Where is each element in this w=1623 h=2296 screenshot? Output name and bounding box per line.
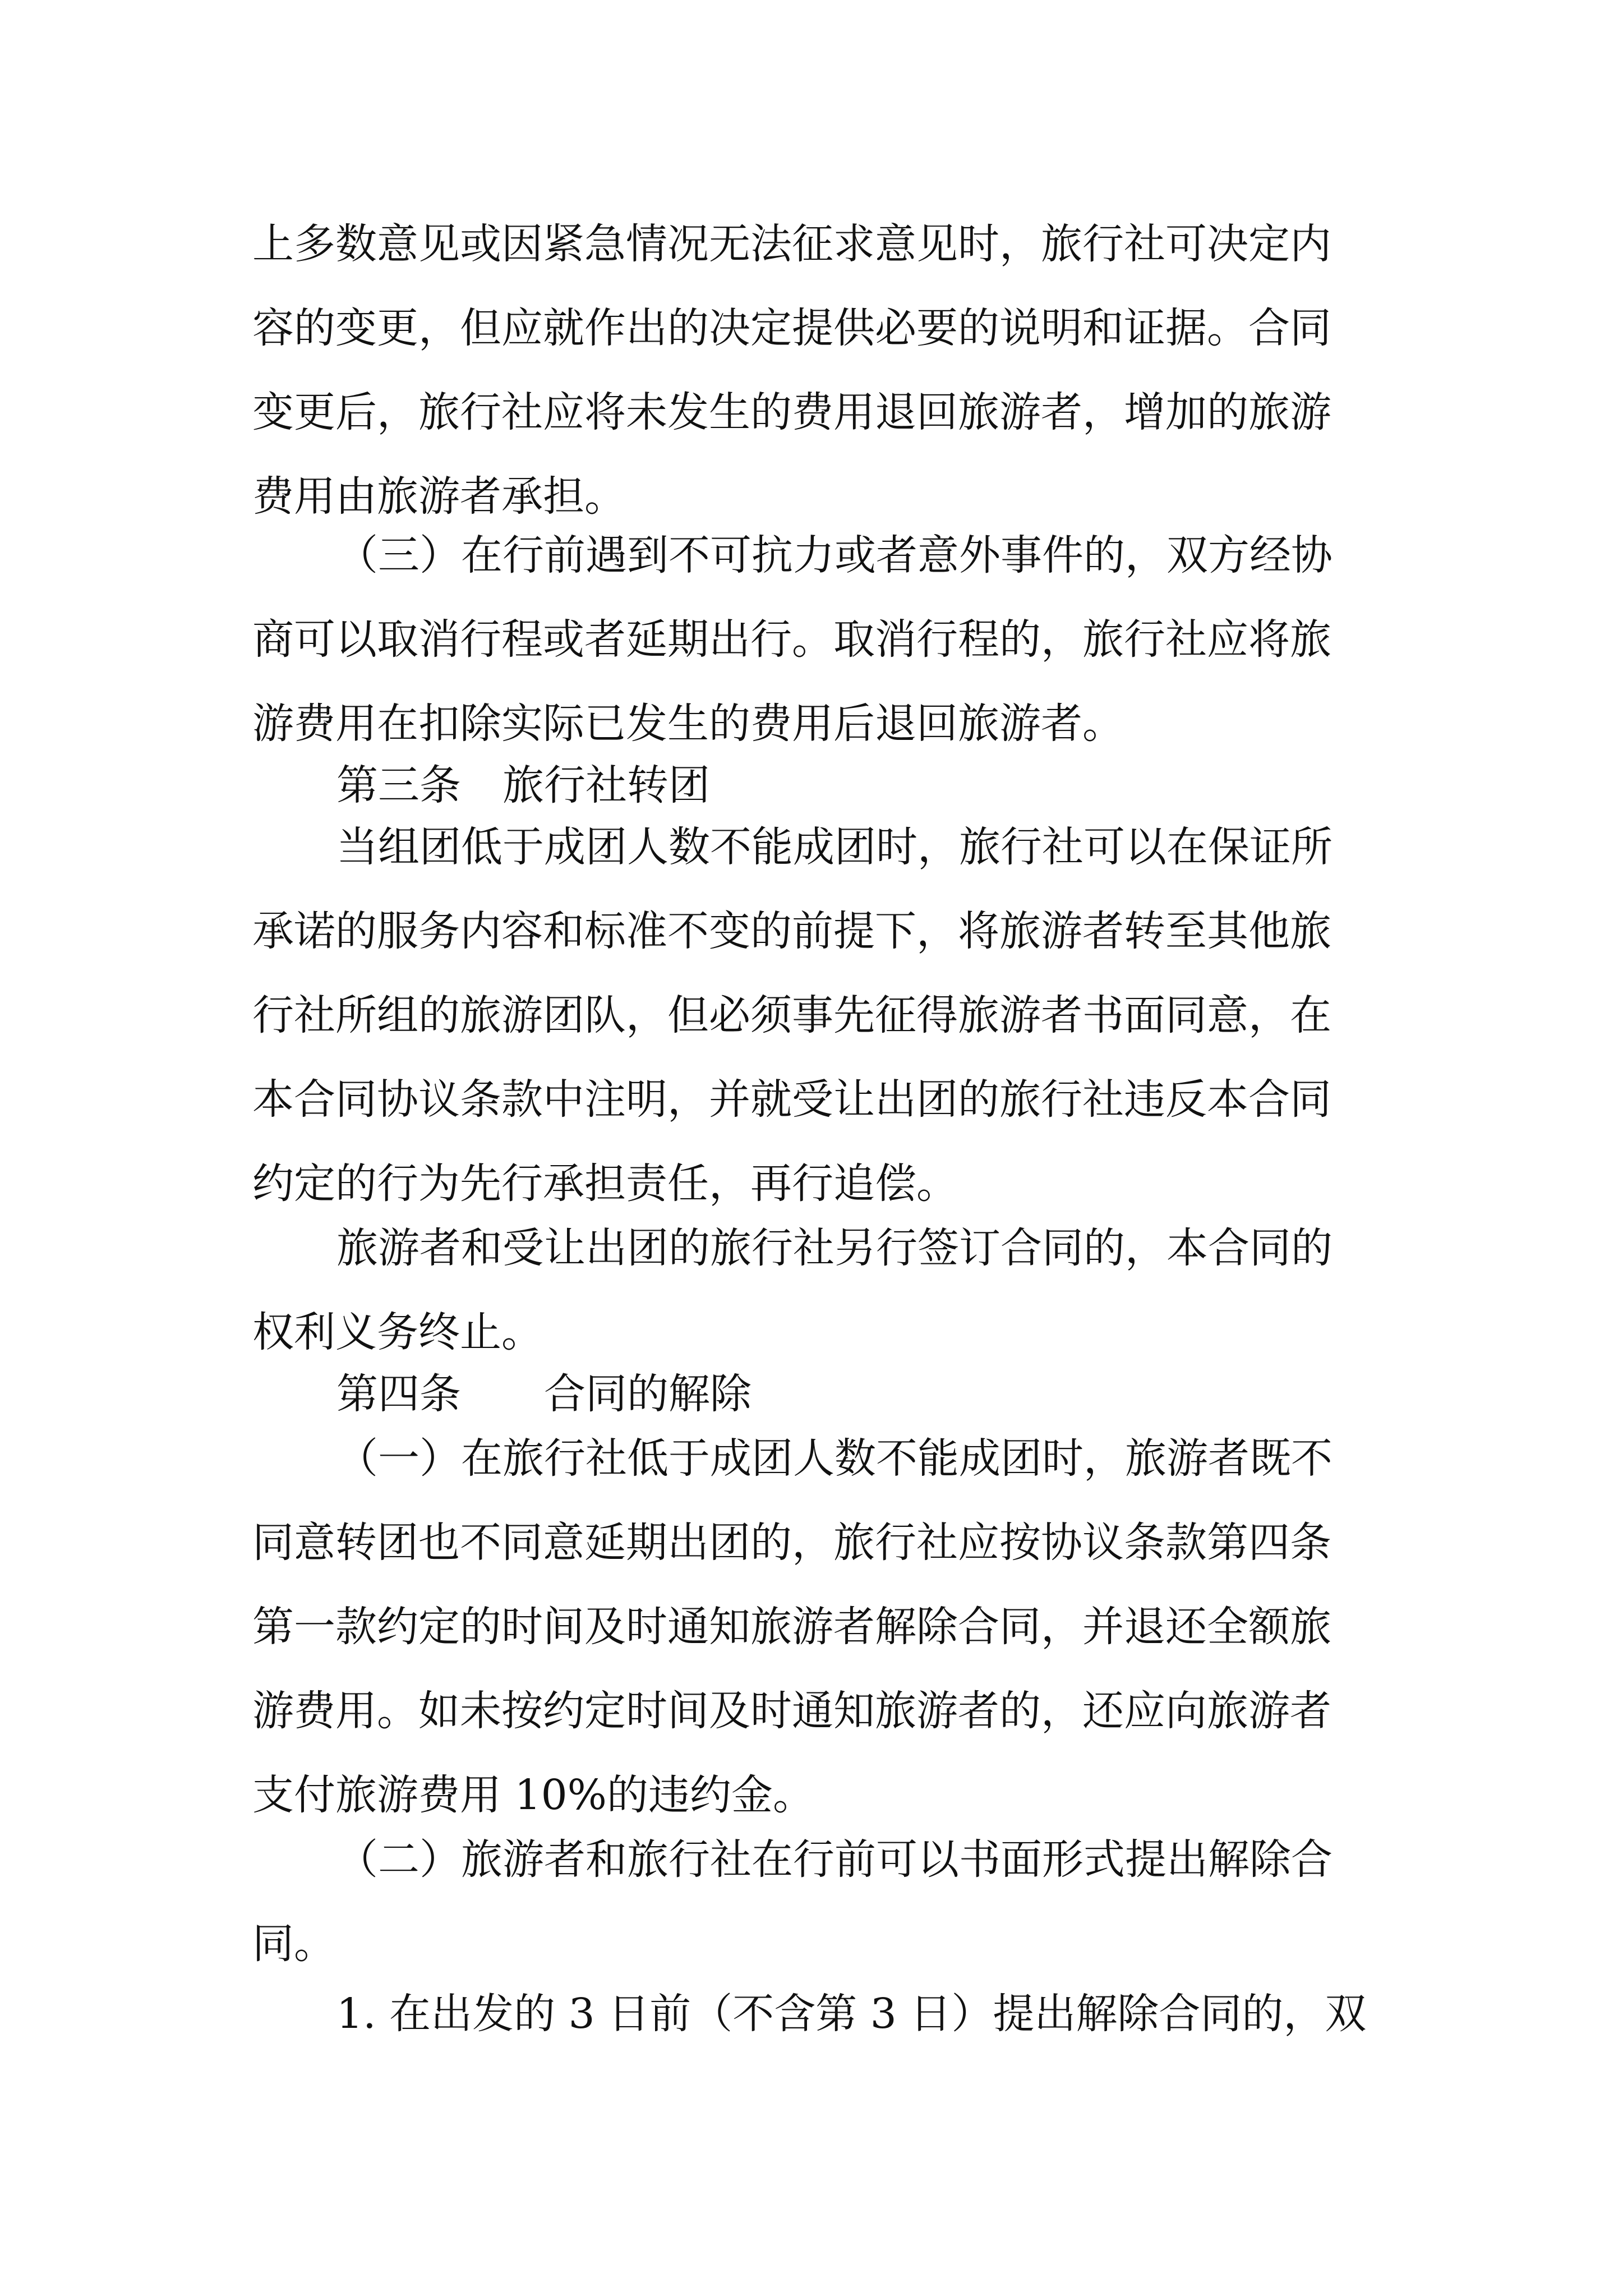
text-line: （二）旅游者和旅行社在行前可以书面形式提出解除合 (336, 1835, 1332, 1884)
text-line: 上多数意见或因紧急情况无法征求意见时，旅行社可决定内 (252, 220, 1331, 268)
text-line: 费用由旅游者承担。 (252, 472, 626, 521)
text-line: 第一款约定的时间及时通知旅游者解除合同，并退还全额旅 (252, 1603, 1331, 1651)
text-line: 本合同协议条款中注明，并就受让出团的旅行社违反本合同 (252, 1075, 1331, 1124)
text-line: 旅游者和受让出团的旅行社另行签订合同的，本合同的 (336, 1224, 1332, 1272)
text-line: 权利义务终止。 (252, 1308, 543, 1356)
text-line: 同。 (252, 1920, 335, 1968)
text-line: 容的变更，但应就作出的决定提供必要的说明和证据。合同 (252, 304, 1331, 352)
section-heading: 第三条 旅行社转团 (336, 761, 710, 809)
section-heading: 第四条 合同的解除 (336, 1370, 751, 1418)
text-line: 变更后，旅行社应将未发生的费用退回旅游者，增加的旅游 (252, 388, 1331, 436)
text-line: 当组团低于成团人数不能成团时，旅行社可以在保证所 (336, 823, 1332, 871)
text-line: （三）在行前遇到不可抗力或者意外事件的，双方经协 (336, 531, 1332, 579)
text-line: 同意转团也不同意延期出团的，旅行社应按协议条款第四条 (252, 1519, 1331, 1567)
text-line: （一）在旅行社低于成团人数不能成团时，旅游者既不 (336, 1434, 1332, 1483)
text-line: 游费用。如未按约定时间及时通知旅游者的，还应向旅游者 (252, 1687, 1331, 1735)
text-line: 承诺的服务内容和标准不变的前提下，将旅游者转至其他旅 (252, 907, 1331, 955)
text-line: 支付旅游费用 10%的违约金。 (252, 1771, 814, 1819)
text-line: 约定的行为先行承担责任，再行追偿。 (252, 1159, 958, 1208)
text-line: 游费用在扣除实际已发生的费用后退回旅游者。 (252, 700, 1124, 748)
text-line: 商可以取消行程或者延期出行。取消行程的，旅行社应将旅 (252, 615, 1331, 664)
text-line: 行社所组的旅游团队，但必须事先征得旅游者书面同意，在 (252, 991, 1331, 1039)
text-line: 1. 在出发的 3 日前（不含第 3 日）提出解除合同的，双 (336, 1990, 1367, 2038)
